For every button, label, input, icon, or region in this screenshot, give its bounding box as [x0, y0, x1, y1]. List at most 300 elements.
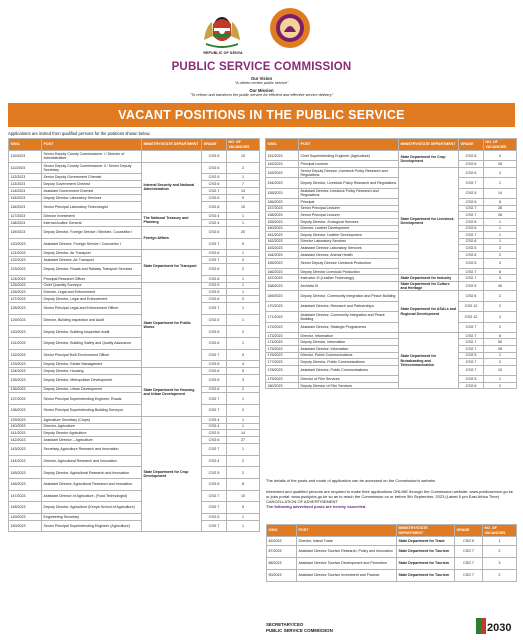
cell-grade: CSG 5: [202, 467, 227, 479]
table-row: [266, 188, 517, 198]
cell-post: Director, Agriculture: [42, 423, 142, 430]
cell-post: Director of Film Services: [299, 376, 399, 383]
table-row: [266, 346, 517, 353]
cell-post: Chief Quantity Surveyor: [42, 282, 142, 289]
vision-2030-logo-icon: [476, 616, 516, 636]
cell-post: Instructor III (Leather Technology): [299, 275, 399, 282]
cell-vacancies: 14: [227, 430, 260, 437]
cell-vacancies: 1: [227, 303, 260, 315]
cell-grade: CSG 7: [459, 365, 484, 375]
cell-grade: CSG 7: [202, 257, 227, 264]
cell-grade: CSG 7: [202, 303, 227, 315]
cell-sno: 116/2023: [9, 201, 42, 213]
cell-vacancies: 28: [484, 205, 517, 212]
table-row: [266, 245, 517, 252]
cell-grade: CSG 4: [202, 220, 227, 227]
cell-grade: CSG 8: [459, 151, 484, 161]
cell-department: State Department for Tourism: [397, 558, 455, 570]
cell-post: Deputy Director, Metropolitan Development: [42, 375, 142, 387]
cell-vacancies: 1: [227, 314, 260, 326]
cell-sno: 151/2023: [266, 151, 299, 161]
col-grade: GRADE: [455, 525, 483, 537]
table-row: [267, 570, 517, 582]
table-row: [266, 332, 517, 339]
cell-vacancies: 2: [227, 405, 260, 417]
cell-grade: CSG 7: [459, 275, 484, 282]
cell-sno: 113/2023: [9, 181, 42, 188]
cell-post: Assistant Director Tourism Development and Promotion: [297, 558, 397, 570]
table-row: [9, 349, 260, 361]
cell-sno: 145/2023: [9, 467, 42, 479]
cell-grade: CSG 4: [202, 416, 227, 423]
cell-post: Director Investment: [42, 213, 142, 220]
intro-text: Applications are invited from qualified persons for the positions shown below.: [8, 131, 151, 136]
cell-post: Assistant Director Tourism Investment and Finance: [297, 570, 397, 582]
cell-sno: 178/2023: [266, 365, 299, 375]
cell-sno: 135/2023: [9, 375, 42, 387]
table-row: [9, 289, 260, 296]
cell-grade: CSG 5: [459, 282, 484, 291]
cell-sno: 180/2023: [266, 382, 299, 389]
cell-post: Deputy Director Livestock Production: [299, 268, 399, 275]
signature-title: SECRETARY/CEO: [266, 622, 304, 627]
cell-post: Assistant Director, Air Transport: [42, 257, 142, 264]
cell-department: State Department for Tourism: [397, 570, 455, 582]
table-row: [9, 194, 260, 201]
cell-vacancies: 1: [227, 513, 260, 520]
cell-grade: CSG 7: [455, 546, 483, 558]
table-row: [267, 558, 517, 570]
cell-post: Deputy Director Agriculture: [42, 430, 142, 437]
cell-sno: 127/2023: [9, 296, 42, 303]
cell-vacancies: 13: [227, 187, 260, 194]
cell-post: Deputy Director, Information: [299, 339, 399, 346]
cell-vacancies: 1: [227, 275, 260, 282]
cell-vacancies: 1: [227, 213, 260, 220]
cell-vacancies: 1: [484, 352, 517, 359]
cell-sno: 117/2023: [9, 213, 42, 220]
cell-sno: 146/2023: [9, 479, 42, 491]
cell-vacancies: 3: [484, 167, 517, 177]
cancelled-posts-table: [266, 524, 517, 582]
cell-sno: 164/2023: [266, 251, 299, 258]
cell-department: State Department for Crop Development: [142, 416, 202, 532]
cell-department: State Department for Trade: [397, 537, 455, 546]
kenya-coat-of-arms-icon: [200, 6, 244, 50]
table-row: [9, 275, 260, 282]
cell-vacancies: 1: [227, 416, 260, 423]
cell-sno: 126/2023: [9, 289, 42, 296]
cell-grade: CSG 4: [202, 455, 227, 467]
table-row: [9, 303, 260, 315]
cell-sno: 168/2023: [266, 282, 299, 291]
cell-vacancies: 2: [227, 386, 260, 393]
cell-grade: CSG 7: [202, 490, 227, 502]
cell-sno: 115/2023: [9, 194, 42, 201]
cell-vacancies: 1: [227, 393, 260, 405]
cell-grade: CSG 12: [459, 312, 484, 322]
application-note: Interested and qualified persons are required to make their applications ONLINE through the Commission website: www.publicservice.go.ke or jobs portal: www.psckjobs.go.ke so as to reach the Commission on or before 5th September, 2023 (Latest 5 pm East Africa Time) CANCELLATION OF ADVERTISEMENT: [266, 489, 514, 504]
cell-vacancies: 2: [484, 291, 517, 301]
cell-post: Senior Principal Built Environment Officer: [42, 349, 142, 361]
cell-grade: CSG 6: [202, 368, 227, 375]
cell-grade: CSG 7: [459, 232, 484, 239]
cell-sno: 110/2023: [9, 151, 42, 163]
cell-grade: CSG 6: [459, 251, 484, 258]
table-row: [266, 151, 517, 161]
cell-sno: 158/2023: [266, 212, 299, 219]
cell-vacancies: 2: [227, 467, 260, 479]
cell-grade: CSG 6: [202, 250, 227, 257]
cell-post: Principal: [299, 199, 399, 206]
cell-grade: CSG 7: [459, 339, 484, 346]
table-row: [9, 250, 260, 257]
cell-sno: 153/2023: [266, 167, 299, 177]
cell-department: State Department for Transport: [142, 250, 202, 282]
cell-department: State Department for ASALs and Regional Development: [399, 291, 459, 333]
cell-vacancies: 1: [227, 338, 260, 350]
cell-department: Foreign Affairs: [142, 227, 202, 250]
cell-sno: 88/2023: [267, 558, 297, 570]
cell-sno: 142/2023: [9, 437, 42, 444]
table-row: [9, 405, 260, 417]
cell-post: Assistant Director of Agriculture, (Food Technologist): [42, 490, 142, 502]
col-post: POST: [299, 139, 399, 151]
cell-grade: CSG 4: [202, 423, 227, 430]
cell-vacancies: 50: [484, 339, 517, 346]
cell-vacancies: 10: [484, 365, 517, 375]
cell-sno: 87/2023: [267, 546, 297, 558]
cell-vacancies: 1: [227, 220, 260, 227]
cell-grade: CSG 5: [202, 289, 227, 296]
cell-department: State Department for Culture and Heritage: [399, 282, 459, 291]
table-row: [266, 205, 517, 212]
cell-grade: CSG 6: [202, 361, 227, 368]
table-row: [9, 444, 260, 456]
cell-grade: CSG 6: [202, 181, 227, 188]
cell-grade: CSG 7: [455, 570, 483, 582]
cell-post: Assistant Director, Animal Health: [299, 251, 399, 258]
table-row: [266, 322, 517, 332]
cell-grade: CSG 7: [459, 322, 484, 332]
cell-grade: CSG 9: [202, 282, 227, 289]
cell-grade: CSG 6: [202, 338, 227, 350]
cell-post: Assistant Director, Agricultural Research and Innovation: [42, 479, 142, 491]
cell-sno: 121/2023: [9, 250, 42, 257]
cell-sno: 132/2023: [9, 349, 42, 361]
cell-sno: 175/2023: [266, 346, 299, 353]
table-row: [266, 212, 517, 219]
positions-table-left: [8, 138, 260, 532]
cell-post: Assistant Director, Strategic Programmes: [299, 322, 399, 332]
cell-department: State Department for Tourism: [397, 546, 455, 558]
cell-sno: 118/2023: [9, 220, 42, 227]
cell-grade: CSG 6: [202, 296, 227, 303]
cell-sno: 144/2023: [9, 455, 42, 467]
table-row: [266, 291, 517, 301]
col-grade: GRADE: [202, 139, 227, 151]
cell-post: Director, Inland Trade: [297, 537, 397, 546]
cell-sno: 172/2023: [266, 322, 299, 332]
cell-sno: 122/2023: [9, 257, 42, 264]
cell-vacancies: 2: [483, 546, 517, 558]
cell-grade: CSG 7: [202, 444, 227, 456]
table-row: [266, 301, 517, 311]
cell-post: Agriculture Secretary (Crops): [42, 416, 142, 423]
cell-post: Deputy Director, Legal and Enforcement: [42, 296, 142, 303]
cell-vacancies: 9: [227, 194, 260, 201]
cell-post: Assistant Director, Public Communications: [299, 365, 399, 375]
table-row: [267, 546, 517, 558]
cell-vacancies: 16: [484, 161, 517, 168]
cell-sno: 149/2023: [9, 513, 42, 520]
cell-vacancies: 1: [484, 178, 517, 188]
cell-post: Deputy Director, Livestock Policy Research and Regulations: [299, 178, 399, 188]
cell-sno: 112/2023: [9, 174, 42, 181]
cell-post: Senior Principal Legal and Enforcement Officer: [42, 303, 142, 315]
cell-vacancies: 7: [227, 181, 260, 188]
cell-sno: 143/2023: [9, 444, 42, 456]
cell-department: The National Treasury and Planning: [142, 213, 202, 227]
cell-post: Secretary, Agriculture Research and Innovation: [42, 444, 142, 456]
cell-sno: 167/2023: [266, 275, 299, 282]
table-row: [9, 490, 260, 502]
cell-vacancies: 1: [484, 232, 517, 239]
cell-grade: CSG 6: [459, 167, 484, 177]
table-row: [266, 376, 517, 383]
cell-grade: CSG 5: [459, 352, 484, 359]
cell-post: Deputy Director, Urban Development: [42, 386, 142, 393]
cell-grade: CSG 8: [202, 275, 227, 282]
table-row: [266, 312, 517, 322]
cell-sno: 148/2023: [9, 502, 42, 514]
cell-post: Deputy Director, Building Safety and Quality Assurance: [42, 338, 142, 350]
cell-vacancies: 1: [227, 250, 260, 257]
cell-vacancies: 27: [227, 437, 260, 444]
cell-vacancies: 2: [484, 382, 517, 389]
table-row: [9, 151, 260, 163]
cell-grade: CSG 6: [202, 386, 227, 393]
cell-grade: CSG 8: [202, 201, 227, 213]
cell-sno: 173/2023: [266, 332, 299, 339]
cell-sno: 129/2023: [9, 314, 42, 326]
cell-sno: 124/2023: [9, 275, 42, 282]
cell-grade: CSG 7: [202, 238, 227, 250]
cell-post: Assistant Director Tourism Research, Policy and Innovation: [297, 546, 397, 558]
table-row: [266, 238, 517, 245]
cell-sno: 171/2023: [266, 312, 299, 322]
col-vacancies: NO. OF VACANCIES: [484, 139, 517, 151]
table-row: [266, 251, 517, 258]
table-row: [266, 275, 517, 282]
cell-vacancies: 2: [227, 264, 260, 276]
cell-grade: CSG 7: [459, 205, 484, 212]
cell-vacancies: 1: [484, 376, 517, 383]
table-row: [9, 162, 260, 174]
cell-vacancies: 1: [227, 520, 260, 532]
cell-grade: CSG 5: [459, 376, 484, 383]
cell-vacancies: 2: [484, 359, 517, 366]
cell-vacancies: 3: [484, 245, 517, 252]
cell-vacancies: 2: [484, 301, 517, 311]
cell-grade: CSG 7: [202, 405, 227, 417]
cell-grade: CSG 6: [459, 225, 484, 232]
cell-vacancies: 1: [227, 289, 260, 296]
table-row: [9, 174, 260, 181]
cell-vacancies: 2: [484, 322, 517, 332]
cell-post: Deputy Director, Agriculture (Kenya School of Agriculture): [42, 502, 142, 514]
vision-2030-text: 2030: [487, 622, 512, 634]
cell-post: Deputy Director, Housing: [42, 368, 142, 375]
cancellation-note: The following advertised posts are hereby cancelled.: [266, 504, 367, 509]
cell-post: Senior Deputy Director Livestock Production: [299, 258, 399, 268]
cell-post: Director Laboratory Services: [299, 238, 399, 245]
cell-sno: 165/2023: [266, 258, 299, 268]
table-row: [9, 423, 260, 430]
cell-sno: 133/2023: [9, 361, 42, 368]
cell-grade: CSG 5: [459, 188, 484, 198]
cell-vacancies: 1: [227, 423, 260, 430]
cell-department: State Department for Industry: [399, 275, 459, 282]
table-row: [9, 502, 260, 514]
table-row: [266, 365, 517, 375]
table-row: [266, 359, 517, 366]
table-row: [266, 339, 517, 346]
cell-vacancies: 4: [484, 151, 517, 161]
cell-post: Deputy Director, Public Communications: [299, 359, 399, 366]
table-row: [9, 520, 260, 532]
table-row: [9, 361, 260, 368]
table-row: [266, 352, 517, 359]
cell-grade: CSG 5: [202, 430, 227, 437]
cell-sno: 114/2023: [9, 187, 42, 194]
col-dept: MINISTRY/STATE DEPARTMENT: [142, 139, 202, 151]
cell-vacancies: 1: [227, 444, 260, 456]
cell-vacancies: 6: [484, 199, 517, 206]
cell-post: Deputy Director, Foreign Service / Minister- Counsellor I: [42, 227, 142, 239]
cell-post: Deputy Director, Air Transport: [42, 250, 142, 257]
cell-post: Senior Principal Lecturer: [299, 205, 399, 212]
cell-post: Deputy Director, Roads and Railway Transport Services: [42, 264, 142, 276]
cell-vacancies: 1: [484, 218, 517, 225]
cell-department: Internal Security and National Administration: [142, 162, 202, 213]
cell-grade: CSG 7: [202, 187, 227, 194]
cell-sno: 90/2023: [267, 570, 297, 582]
cell-vacancies: 8: [227, 479, 260, 491]
cell-post: Assistant Director Laboratory Services: [299, 245, 399, 252]
cell-post: Assistant Director – Agriculture: [42, 437, 142, 444]
cell-sno: 137/2023: [9, 393, 42, 405]
cell-grade: CSG 6: [202, 227, 227, 239]
cell-grade: CSG 7: [202, 520, 227, 532]
col-dept: MINISTRY/STATE DEPARTMENT: [397, 525, 455, 537]
cell-vacancies: 1: [484, 225, 517, 232]
cell-post: Archivist III: [299, 282, 399, 291]
cell-vacancies: 8: [484, 332, 517, 339]
cell-grade: CSG 6: [459, 382, 484, 389]
col-dept: MINISTRY/STATE DEPARTMENT: [399, 139, 459, 151]
cell-grade: CSG 7: [459, 346, 484, 353]
cell-vacancies: 9: [227, 349, 260, 361]
cell-vacancies: 1: [484, 238, 517, 245]
cell-vacancies: 10: [227, 151, 260, 163]
cell-department: State Department for Crop Development: [399, 151, 459, 168]
table-row: [9, 467, 260, 479]
cell-post: Internal Auditor General: [42, 220, 142, 227]
cell-sno: 161/2023: [266, 232, 299, 239]
col-sno: S/NO.: [266, 139, 299, 151]
cell-sno: 159/2023: [266, 218, 299, 225]
cell-post: Principal Lecturer: [299, 161, 399, 168]
col-post: POST: [297, 525, 397, 537]
cell-vacancies: 2: [227, 257, 260, 264]
cell-grade: CSG 5: [202, 314, 227, 326]
table-row: [9, 282, 260, 289]
table-row: [9, 187, 260, 194]
table-row: [266, 225, 517, 232]
cell-department: [142, 151, 202, 163]
col-post: POST: [42, 139, 142, 151]
cell-sno: 157/2023: [266, 205, 299, 212]
cell-post: Assistant Director, Foreign Service / Counsellor I: [42, 238, 142, 250]
table-row: [266, 167, 517, 177]
cell-sno: 130/2023: [9, 326, 42, 338]
mission-text: "To reform and transform the public service for efficient and effective service delivery": [189, 93, 334, 97]
cell-vacancies: 8: [484, 268, 517, 275]
cell-grade: CSG 7: [459, 332, 484, 339]
cell-sno: 152/2023: [266, 161, 299, 168]
cell-post: Senior Deputy County Commissioner II / Senior Deputy Secretary: [42, 162, 142, 174]
cell-post: Director, Agricultural Research and Innovation: [42, 455, 142, 467]
cell-post: Director, Information: [299, 332, 399, 339]
cell-post: Deputy Director, Leather Development: [299, 232, 399, 239]
cell-post: Senior Principal Superintending Building Surveyor: [42, 405, 142, 417]
cell-vacancies: 3: [483, 558, 517, 570]
table-row: [266, 268, 517, 275]
table-row: [9, 386, 260, 393]
cell-sno: 155/2023: [266, 188, 299, 198]
cell-vacancies: 26: [484, 212, 517, 219]
vision-heading: Our Vision: [250, 76, 273, 81]
cell-vacancies: 5: [227, 368, 260, 375]
cell-post: Director, Legal and Enforcement: [42, 289, 142, 296]
cell-sno: 163/2023: [266, 245, 299, 252]
cell-vacancies: 2: [483, 570, 517, 582]
cell-sno: 150/2023: [9, 520, 42, 532]
cell-grade: CSG 6: [202, 194, 227, 201]
table-row: [9, 416, 260, 423]
cell-post: Engineering Secretary: [42, 513, 142, 520]
cell-sno: 177/2023: [266, 359, 299, 366]
cell-sno: 131/2023: [9, 338, 42, 350]
details-note: The details of the posts and mode of application can be accessed on the Commission's website.: [266, 478, 436, 483]
cell-vacancies: 5: [227, 238, 260, 250]
cell-post: Deputy Director, Building Inspection Audit: [42, 326, 142, 338]
cell-vacancies: 1: [227, 174, 260, 181]
table-row: [267, 537, 517, 546]
cell-grade: CSG 7: [459, 359, 484, 366]
cell-vacancies: 3: [484, 258, 517, 268]
table-row: [266, 178, 517, 188]
table-row: [9, 314, 260, 326]
cell-grade: CSG 7: [459, 212, 484, 219]
cell-post: Assistant Government Chemist: [42, 187, 142, 194]
cell-grade: CSG 6: [202, 479, 227, 491]
cell-post: Deputy Director, Estate Management: [42, 361, 142, 368]
cell-sno: 156/2023: [266, 199, 299, 206]
cell-sno: 169/2023: [266, 291, 299, 301]
cell-sno: 141/2023: [9, 430, 42, 437]
